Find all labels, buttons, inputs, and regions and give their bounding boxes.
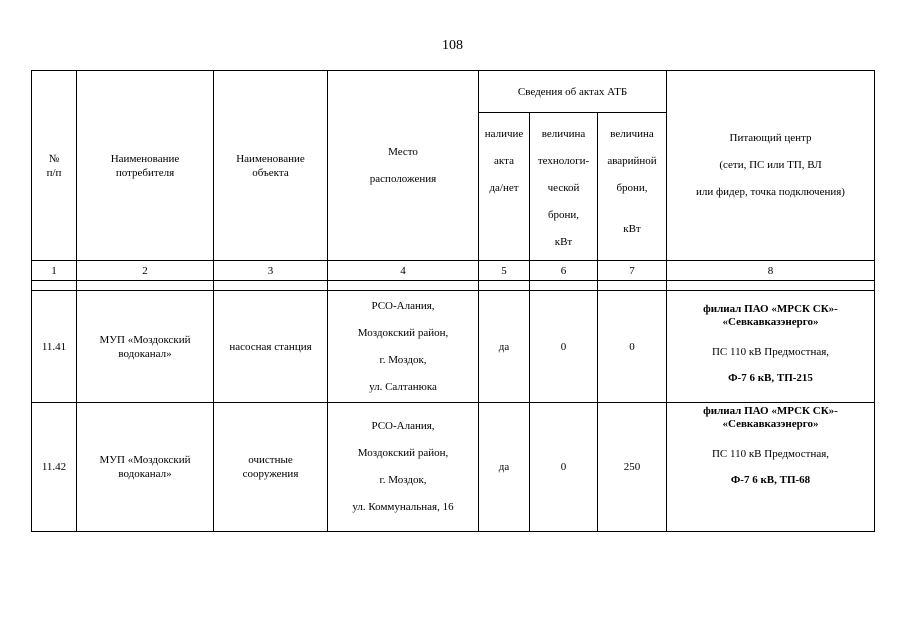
consumers-table (31, 70, 875, 532)
header-act: наличие акта да/нет (479, 113, 530, 261)
row-tech-reserve: 0 (530, 403, 598, 532)
header-power-center: Питающий центр (сети, ПС или ТП, ВЛ или фидер, точка подключения) (667, 71, 875, 261)
page-number: 108 (442, 38, 463, 53)
header-location: Место расположения (328, 71, 479, 261)
col-number: 5 (479, 261, 530, 281)
col-number: 3 (214, 261, 328, 281)
header-object: Наименование объекта (214, 71, 328, 261)
col-number: 1 (32, 261, 77, 281)
header-consumer: Наименование потребителя (77, 71, 214, 261)
row-act: да (479, 403, 530, 532)
row-emergency-reserve: 250 (598, 403, 667, 532)
header-num: № п/п (32, 71, 77, 261)
col-number: 6 (530, 261, 598, 281)
row-consumer: МУП «Моздокский водоканал» (77, 291, 214, 403)
row-location: РСО-Алания, Моздокский район, г. Моздок, ул. Коммунальная, 16 (328, 403, 479, 532)
row-power-center: филиал ПАО «МРСК СК»- «Севкавказэнерго» ПС 110 кВ Предмостная, Ф-7 6 кВ, ТП-215 (667, 291, 875, 403)
row-object: насосная станция (214, 291, 328, 403)
row-consumer: МУП «Моздокский водоканал» (77, 403, 214, 532)
row-location: РСО-Алания, Моздокский район, г. Моздок, ул. Салтанюка (328, 291, 479, 403)
row-tech-reserve: 0 (530, 291, 598, 403)
col-number: 8 (667, 261, 875, 281)
table-row (32, 403, 875, 532)
row-object: очистные сооружения (214, 403, 328, 532)
row-num: 11.42 (32, 403, 77, 532)
row-num: 11.41 (32, 291, 77, 403)
row-act: да (479, 291, 530, 403)
col-number: 4 (328, 261, 479, 281)
col-number: 2 (77, 261, 214, 281)
header-atb-group: Сведения об актах АТБ (479, 71, 667, 113)
row-emergency-reserve: 0 (598, 291, 667, 403)
header-tech-reserve: величина технологи- ческой брони, кВт (530, 113, 598, 261)
table-row (32, 291, 875, 403)
row-power-center: филиал ПАО «МРСК СК»- «Севкавказэнерго» ПС 110 кВ Предмостная, Ф-7 6 кВ, ТП-68 (667, 403, 875, 532)
col-number: 7 (598, 261, 667, 281)
header-emergency-reserve: величина аварийной брони, кВт (598, 113, 667, 261)
